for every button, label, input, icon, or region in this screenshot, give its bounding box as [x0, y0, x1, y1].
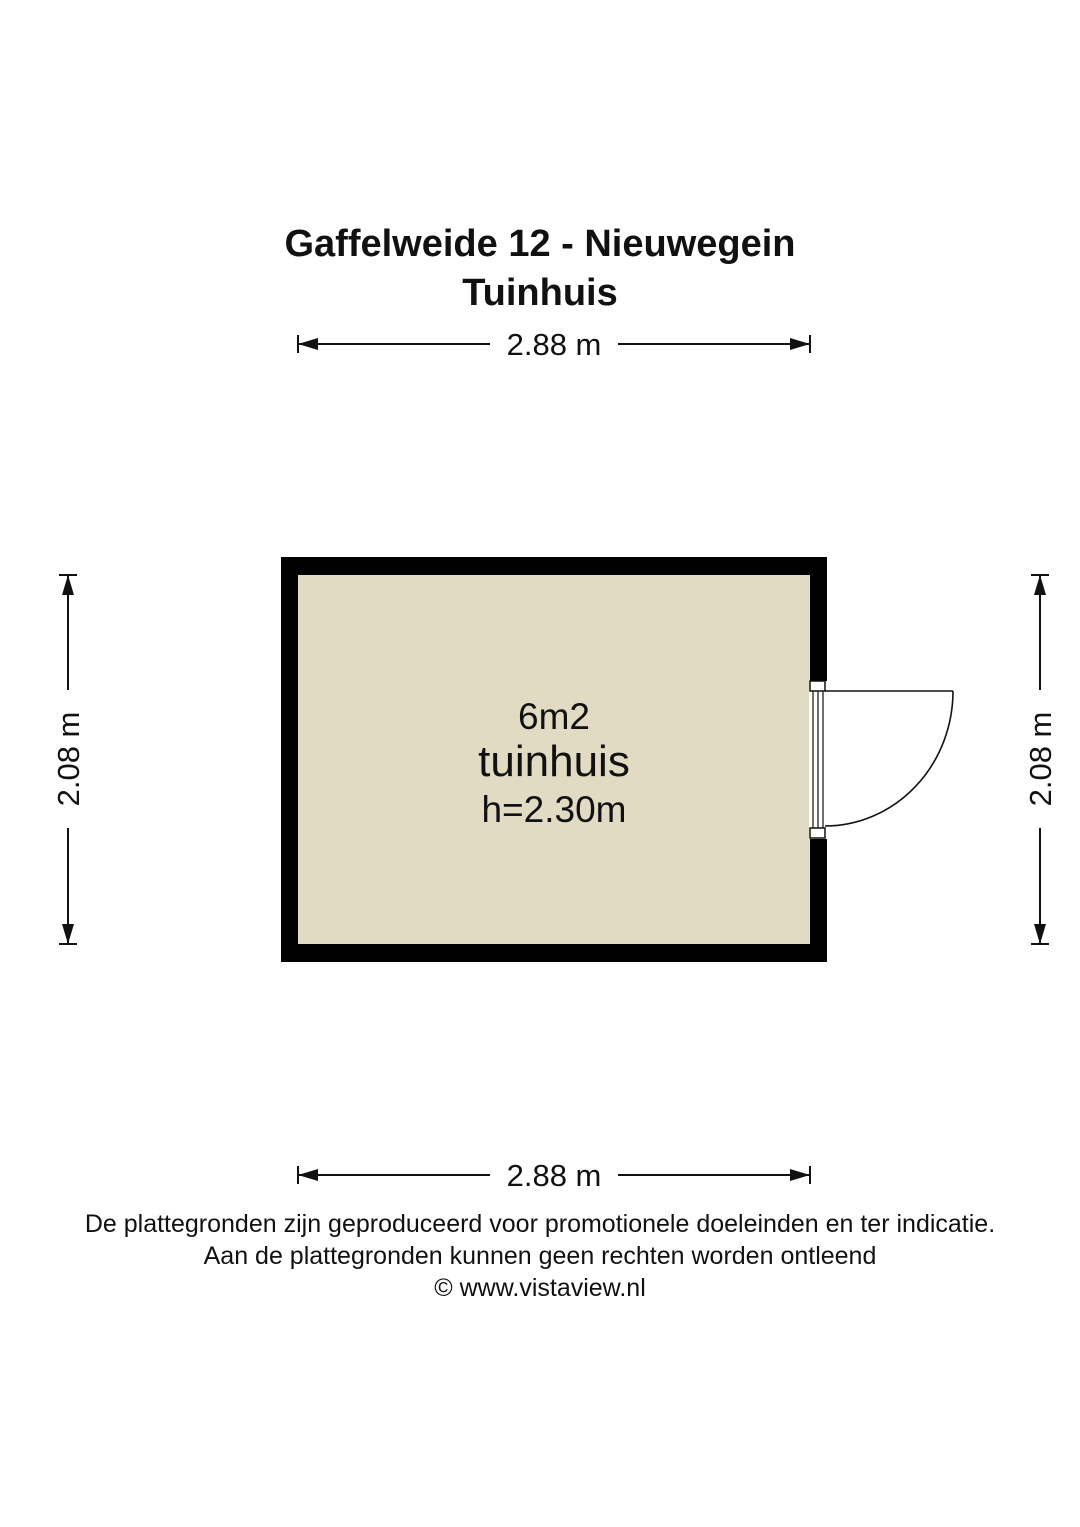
- bottom-dimension: [298, 1158, 810, 1193]
- bottom-width-label: 2.88 m: [506, 1158, 602, 1193]
- left-dimension: [51, 575, 86, 944]
- right-dimension: [1023, 575, 1058, 944]
- arrow-right-icon: [790, 338, 810, 350]
- arrow-up-icon: [62, 575, 74, 595]
- arrow-down-icon: [62, 924, 74, 944]
- plan-floor-title: Tuinhuis: [462, 272, 618, 314]
- door-swing-arc: [825, 691, 953, 826]
- room-area-label: 6m2: [518, 696, 590, 737]
- top-width-label: 2.88 m: [506, 327, 602, 362]
- arrow-down-icon: [1034, 924, 1046, 944]
- disclaimer-line-1: De plattegronden zijn geproduceerd voor promotionele doeleinden en ter indicatie.: [84, 1210, 996, 1238]
- plan-address-title: Gaffelweide 12 - Nieuwegein: [284, 223, 796, 265]
- right-depth-label: 2.08 m: [1023, 711, 1058, 807]
- arrow-left-icon: [298, 338, 318, 350]
- top-dimension: [298, 327, 810, 362]
- arrow-left-icon: [298, 1169, 318, 1181]
- arrow-up-icon: [1034, 575, 1046, 595]
- disclaimer-line-2: Aan de plattegronden kunnen geen rechten worden ontleend: [203, 1242, 877, 1270]
- door-jamb-top: [810, 681, 825, 691]
- room-height-label: h=2.30m: [481, 789, 627, 830]
- copyright-link[interactable]: © www.vistaview.nl: [434, 1274, 646, 1302]
- room-name-label: tuinhuis: [478, 737, 630, 786]
- arrow-right-icon: [790, 1169, 810, 1181]
- left-depth-label: 2.08 m: [51, 711, 86, 807]
- door-jamb-bottom: [810, 828, 825, 838]
